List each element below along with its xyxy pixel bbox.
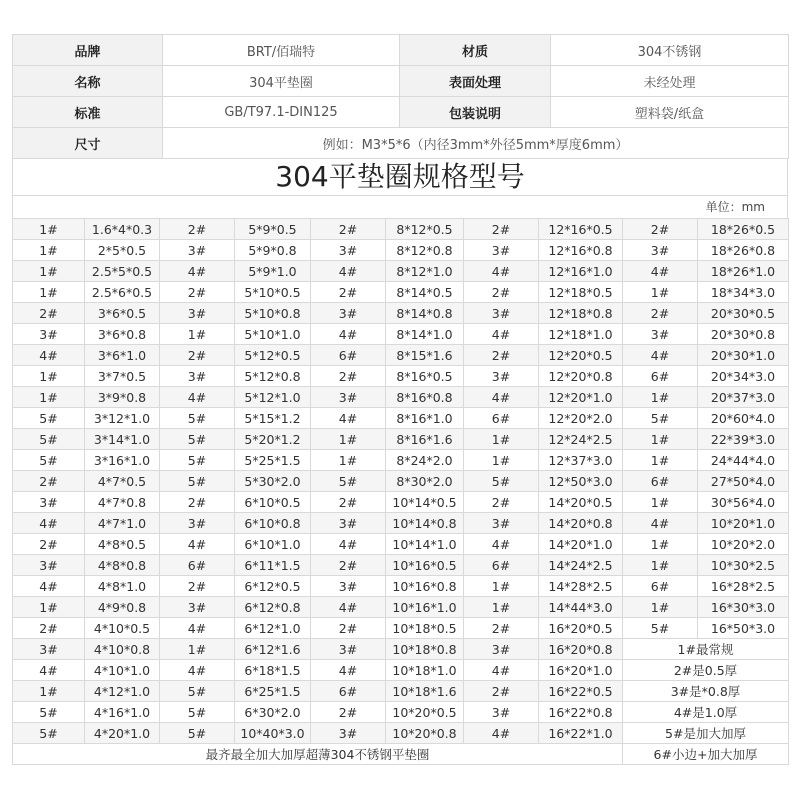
washer-size: 6*12*0.5 bbox=[235, 576, 311, 597]
washer-size: 3*9*0.8 bbox=[85, 387, 160, 408]
grade-code: 5# bbox=[160, 681, 235, 702]
grade-code: 5# bbox=[623, 618, 698, 639]
washer-size: 12*18*0.8 bbox=[539, 303, 623, 324]
grade-code: 1# bbox=[13, 387, 85, 408]
grade-code: 6# bbox=[623, 471, 698, 492]
grade-code: 2# bbox=[311, 282, 386, 303]
washer-size: 6*10*0.8 bbox=[235, 513, 311, 534]
info-row-size bbox=[13, 128, 789, 159]
washer-size: 10*16*1.0 bbox=[386, 597, 464, 618]
grade-code: 3# bbox=[13, 555, 85, 576]
washer-size: 14*20*0.5 bbox=[539, 492, 623, 513]
washer-size: 12*16*0.8 bbox=[539, 240, 623, 261]
washer-size: 20*37*3.0 bbox=[698, 387, 789, 408]
washer-size: 10*20*2.0 bbox=[698, 534, 789, 555]
standard-label: 标准 bbox=[13, 97, 163, 128]
unit-label: 单位：mm bbox=[12, 195, 788, 218]
washer-size: 6*12*1.0 bbox=[235, 618, 311, 639]
washer-size: 5*10*0.5 bbox=[235, 282, 311, 303]
grade-note: 5#是加大加厚 bbox=[623, 723, 789, 744]
washer-size: 12*18*0.5 bbox=[539, 282, 623, 303]
washer-size: 12*20*2.0 bbox=[539, 408, 623, 429]
grade-code: 5# bbox=[160, 408, 235, 429]
washer-size: 16*20*0.5 bbox=[539, 618, 623, 639]
grade-code: 4# bbox=[160, 387, 235, 408]
grade-code: 3# bbox=[13, 324, 85, 345]
washer-size: 4*16*1.0 bbox=[85, 702, 160, 723]
grade-code: 5# bbox=[623, 408, 698, 429]
spec-table bbox=[12, 218, 789, 765]
grade-code: 3# bbox=[311, 513, 386, 534]
washer-size: 4*10*0.5 bbox=[85, 618, 160, 639]
washer-size: 16*30*3.0 bbox=[698, 597, 789, 618]
grade-code: 2# bbox=[311, 366, 386, 387]
grade-code: 1# bbox=[13, 261, 85, 282]
grade-code: 6# bbox=[160, 555, 235, 576]
grade-note: 6#小边+加大加厚 bbox=[623, 744, 789, 765]
washer-size: 8*14*1.0 bbox=[386, 324, 464, 345]
washer-size: 2.5*5*0.5 bbox=[85, 261, 160, 282]
washer-size: 2.5*6*0.5 bbox=[85, 282, 160, 303]
washer-size: 4*8*0.8 bbox=[85, 555, 160, 576]
table-row bbox=[13, 387, 789, 408]
grade-code: 5# bbox=[13, 450, 85, 471]
washer-size: 16*28*2.5 bbox=[698, 576, 789, 597]
washer-size: 10*40*3.0 bbox=[235, 723, 311, 744]
grade-code: 2# bbox=[13, 303, 85, 324]
table-row bbox=[13, 429, 789, 450]
washer-size: 16*20*0.8 bbox=[539, 639, 623, 660]
grade-code: 3# bbox=[311, 303, 386, 324]
washer-size: 8*30*2.0 bbox=[386, 471, 464, 492]
footer-row bbox=[13, 744, 789, 765]
grade-code: 1# bbox=[623, 387, 698, 408]
grade-code: 4# bbox=[464, 261, 539, 282]
washer-size: 3*14*1.0 bbox=[85, 429, 160, 450]
grade-code: 1# bbox=[464, 597, 539, 618]
washer-size: 3*7*0.5 bbox=[85, 366, 160, 387]
washer-size: 3*6*1.0 bbox=[85, 345, 160, 366]
table-row bbox=[13, 702, 789, 723]
washer-size: 8*12*0.5 bbox=[386, 219, 464, 240]
washer-size: 4*8*1.0 bbox=[85, 576, 160, 597]
washer-size: 10*16*0.8 bbox=[386, 576, 464, 597]
name-value: 304平垫圈 bbox=[163, 66, 400, 97]
washer-size: 4*8*0.5 bbox=[85, 534, 160, 555]
grade-code: 1# bbox=[13, 597, 85, 618]
grade-code: 2# bbox=[311, 555, 386, 576]
grade-code: 4# bbox=[160, 660, 235, 681]
washer-size: 8*24*2.0 bbox=[386, 450, 464, 471]
table-row bbox=[13, 576, 789, 597]
package-value: 塑料袋/纸盒 bbox=[551, 97, 789, 128]
washer-size: 4*10*1.0 bbox=[85, 660, 160, 681]
surface-label: 表面处理 bbox=[400, 66, 551, 97]
grade-code: 4# bbox=[13, 345, 85, 366]
washer-size: 3*6*0.5 bbox=[85, 303, 160, 324]
washer-size: 20*60*4.0 bbox=[698, 408, 789, 429]
grade-code: 4# bbox=[464, 324, 539, 345]
footer-slogan: 最齐最全加大加厚超薄304不锈钢平垫圈 bbox=[13, 744, 623, 765]
table-row bbox=[13, 261, 789, 282]
grade-code: 4# bbox=[311, 261, 386, 282]
washer-size: 14*28*2.5 bbox=[539, 576, 623, 597]
table-row bbox=[13, 555, 789, 576]
washer-size: 4*10*0.8 bbox=[85, 639, 160, 660]
washer-size: 6*12*1.6 bbox=[235, 639, 311, 660]
washer-size: 16*50*3.0 bbox=[698, 618, 789, 639]
grade-code: 2# bbox=[623, 303, 698, 324]
washer-size: 6*10*1.0 bbox=[235, 534, 311, 555]
grade-code: 5# bbox=[311, 471, 386, 492]
washer-size: 18*26*0.8 bbox=[698, 240, 789, 261]
washer-size: 10*18*0.8 bbox=[386, 639, 464, 660]
washer-size: 6*30*2.0 bbox=[235, 702, 311, 723]
table-row bbox=[13, 618, 789, 639]
grade-code: 3# bbox=[464, 702, 539, 723]
grade-note: 4#是1.0厚 bbox=[623, 702, 789, 723]
washer-size: 20*30*1.0 bbox=[698, 345, 789, 366]
size-label: 尺寸 bbox=[13, 128, 163, 159]
grade-code: 5# bbox=[13, 723, 85, 744]
grade-code: 4# bbox=[311, 408, 386, 429]
grade-code: 3# bbox=[160, 366, 235, 387]
grade-code: 2# bbox=[160, 576, 235, 597]
washer-size: 8*16*0.8 bbox=[386, 387, 464, 408]
washer-size: 8*16*1.0 bbox=[386, 408, 464, 429]
washer-size: 18*26*1.0 bbox=[698, 261, 789, 282]
grade-code: 5# bbox=[464, 471, 539, 492]
name-label: 名称 bbox=[13, 66, 163, 97]
washer-size: 10*30*2.5 bbox=[698, 555, 789, 576]
washer-size: 5*9*0.8 bbox=[235, 240, 311, 261]
table-row bbox=[13, 681, 789, 702]
grade-code: 3# bbox=[160, 597, 235, 618]
grade-code: 1# bbox=[13, 681, 85, 702]
table-row bbox=[13, 345, 789, 366]
washer-size: 10*14*1.0 bbox=[386, 534, 464, 555]
washer-size: 4*9*0.8 bbox=[85, 597, 160, 618]
table-row bbox=[13, 366, 789, 387]
grade-code: 3# bbox=[160, 513, 235, 534]
washer-size: 12*24*2.5 bbox=[539, 429, 623, 450]
grade-code: 4# bbox=[311, 534, 386, 555]
washer-size: 5*10*1.0 bbox=[235, 324, 311, 345]
washer-size: 8*16*0.5 bbox=[386, 366, 464, 387]
washer-size: 6*25*1.5 bbox=[235, 681, 311, 702]
washer-size: 12*37*3.0 bbox=[539, 450, 623, 471]
grade-code: 1# bbox=[623, 555, 698, 576]
grade-note: 2#是0.5厚 bbox=[623, 660, 789, 681]
table-row bbox=[13, 450, 789, 471]
grade-code: 4# bbox=[623, 261, 698, 282]
washer-size: 5*25*1.5 bbox=[235, 450, 311, 471]
grade-code: 4# bbox=[311, 597, 386, 618]
washer-size: 12*16*1.0 bbox=[539, 261, 623, 282]
grade-code: 4# bbox=[623, 345, 698, 366]
grade-code: 1# bbox=[464, 576, 539, 597]
grade-code: 3# bbox=[311, 639, 386, 660]
grade-code: 3# bbox=[311, 723, 386, 744]
grade-code: 2# bbox=[623, 219, 698, 240]
washer-size: 8*12*0.8 bbox=[386, 240, 464, 261]
info-row-standard bbox=[13, 97, 789, 128]
grade-code: 1# bbox=[311, 450, 386, 471]
grade-code: 4# bbox=[13, 660, 85, 681]
grade-code: 4# bbox=[160, 618, 235, 639]
washer-size: 16*22*1.0 bbox=[539, 723, 623, 744]
washer-size: 6*11*1.5 bbox=[235, 555, 311, 576]
grade-code: 3# bbox=[464, 303, 539, 324]
table-row bbox=[13, 240, 789, 261]
washer-size: 10*20*0.5 bbox=[386, 702, 464, 723]
washer-size: 8*12*1.0 bbox=[386, 261, 464, 282]
washer-size: 3*6*0.8 bbox=[85, 324, 160, 345]
grade-code: 1# bbox=[623, 429, 698, 450]
grade-code: 1# bbox=[13, 240, 85, 261]
table-row bbox=[13, 513, 789, 534]
washer-size: 8*14*0.8 bbox=[386, 303, 464, 324]
grade-code: 3# bbox=[311, 576, 386, 597]
grade-code: 3# bbox=[464, 513, 539, 534]
grade-code: 5# bbox=[160, 429, 235, 450]
grade-code: 4# bbox=[13, 576, 85, 597]
grade-note: 3#是*0.8厚 bbox=[623, 681, 789, 702]
washer-size: 3*12*1.0 bbox=[85, 408, 160, 429]
grade-code: 4# bbox=[160, 534, 235, 555]
grade-code: 2# bbox=[464, 618, 539, 639]
material-value: 304不锈钢 bbox=[551, 35, 789, 66]
washer-size: 5*12*0.5 bbox=[235, 345, 311, 366]
grade-code: 3# bbox=[13, 492, 85, 513]
grade-code: 1# bbox=[464, 450, 539, 471]
washer-size: 16*20*1.0 bbox=[539, 660, 623, 681]
washer-size: 5*12*0.8 bbox=[235, 366, 311, 387]
grade-code: 1# bbox=[464, 429, 539, 450]
washer-size: 16*22*0.5 bbox=[539, 681, 623, 702]
washer-size: 4*7*1.0 bbox=[85, 513, 160, 534]
table-row bbox=[13, 471, 789, 492]
grade-code: 6# bbox=[464, 555, 539, 576]
washer-size: 27*50*4.0 bbox=[698, 471, 789, 492]
grade-code: 6# bbox=[623, 366, 698, 387]
grade-code: 5# bbox=[160, 702, 235, 723]
washer-size: 10*18*1.6 bbox=[386, 681, 464, 702]
washer-size: 20*30*0.5 bbox=[698, 303, 789, 324]
washer-size: 10*16*0.5 bbox=[386, 555, 464, 576]
washer-size: 30*56*4.0 bbox=[698, 492, 789, 513]
grade-note: 1#最常规 bbox=[623, 639, 789, 660]
washer-size: 8*14*0.5 bbox=[386, 282, 464, 303]
grade-code: 1# bbox=[623, 282, 698, 303]
washer-size: 8*16*1.6 bbox=[386, 429, 464, 450]
info-row-brand bbox=[13, 35, 789, 66]
grade-code: 5# bbox=[160, 723, 235, 744]
grade-code: 2# bbox=[13, 471, 85, 492]
washer-size: 12*18*1.0 bbox=[539, 324, 623, 345]
grade-code: 6# bbox=[623, 576, 698, 597]
washer-size: 1.6*4*0.3 bbox=[85, 219, 160, 240]
grade-code: 1# bbox=[160, 324, 235, 345]
grade-code: 1# bbox=[13, 366, 85, 387]
washer-size: 20*34*3.0 bbox=[698, 366, 789, 387]
product-info-table bbox=[12, 34, 789, 159]
grade-code: 2# bbox=[464, 681, 539, 702]
washer-size: 4*12*1.0 bbox=[85, 681, 160, 702]
table-row bbox=[13, 408, 789, 429]
washer-size: 10*18*1.0 bbox=[386, 660, 464, 681]
grade-code: 1# bbox=[623, 450, 698, 471]
grade-code: 3# bbox=[464, 639, 539, 660]
table-row bbox=[13, 282, 789, 303]
washer-size: 16*22*0.8 bbox=[539, 702, 623, 723]
standard-value: GB/T97.1-DIN125 bbox=[163, 97, 400, 128]
grade-code: 5# bbox=[160, 471, 235, 492]
washer-size: 12*20*1.0 bbox=[539, 387, 623, 408]
washer-size: 14*24*2.5 bbox=[539, 555, 623, 576]
grade-code: 3# bbox=[160, 240, 235, 261]
washer-size: 10*14*0.8 bbox=[386, 513, 464, 534]
grade-code: 2# bbox=[464, 282, 539, 303]
washer-size: 22*39*3.0 bbox=[698, 429, 789, 450]
spec-sheet bbox=[12, 34, 788, 765]
table-row bbox=[13, 723, 789, 744]
washer-size: 5*15*1.2 bbox=[235, 408, 311, 429]
grade-code: 2# bbox=[311, 492, 386, 513]
washer-size: 10*20*0.8 bbox=[386, 723, 464, 744]
washer-size: 4*7*0.8 bbox=[85, 492, 160, 513]
info-row-name bbox=[13, 66, 789, 97]
grade-code: 5# bbox=[13, 702, 85, 723]
grade-code: 2# bbox=[13, 618, 85, 639]
washer-size: 5*30*2.0 bbox=[235, 471, 311, 492]
washer-size: 10*18*0.5 bbox=[386, 618, 464, 639]
grade-code: 1# bbox=[623, 492, 698, 513]
page-title: 304平垫圈规格型号 bbox=[12, 159, 788, 195]
grade-code: 1# bbox=[160, 639, 235, 660]
washer-size: 4*7*0.5 bbox=[85, 471, 160, 492]
grade-code: 2# bbox=[160, 282, 235, 303]
size-value: 例如：M3*5*6（内径3mm*外径5mm*厚度6mm） bbox=[163, 128, 789, 159]
grade-code: 4# bbox=[623, 513, 698, 534]
table-row bbox=[13, 219, 789, 240]
table-row bbox=[13, 639, 789, 660]
grade-code: 4# bbox=[464, 723, 539, 744]
washer-size: 24*44*4.0 bbox=[698, 450, 789, 471]
table-row bbox=[13, 492, 789, 513]
grade-code: 2# bbox=[160, 492, 235, 513]
washer-size: 4*20*1.0 bbox=[85, 723, 160, 744]
brand-value: BRT/佰瑞特 bbox=[163, 35, 400, 66]
grade-code: 3# bbox=[623, 240, 698, 261]
washer-size: 6*12*0.8 bbox=[235, 597, 311, 618]
grade-code: 4# bbox=[464, 660, 539, 681]
washer-size: 12*20*0.8 bbox=[539, 366, 623, 387]
grade-code: 4# bbox=[160, 261, 235, 282]
washer-size: 12*20*0.5 bbox=[539, 345, 623, 366]
surface-value: 未经处理 bbox=[551, 66, 789, 97]
grade-code: 1# bbox=[311, 429, 386, 450]
grade-code: 1# bbox=[13, 219, 85, 240]
package-label: 包装说明 bbox=[400, 97, 551, 128]
material-label: 材质 bbox=[400, 35, 551, 66]
table-row bbox=[13, 534, 789, 555]
washer-size: 20*30*0.8 bbox=[698, 324, 789, 345]
grade-code: 1# bbox=[623, 534, 698, 555]
grade-code: 4# bbox=[13, 513, 85, 534]
grade-code: 2# bbox=[464, 492, 539, 513]
washer-size: 10*14*0.5 bbox=[386, 492, 464, 513]
washer-size: 14*20*0.8 bbox=[539, 513, 623, 534]
grade-code: 2# bbox=[160, 219, 235, 240]
washer-size: 18*34*3.0 bbox=[698, 282, 789, 303]
grade-code: 2# bbox=[311, 618, 386, 639]
washer-size: 14*44*3.0 bbox=[539, 597, 623, 618]
washer-size: 12*16*0.5 bbox=[539, 219, 623, 240]
grade-code: 2# bbox=[311, 219, 386, 240]
washer-size: 5*9*0.5 bbox=[235, 219, 311, 240]
washer-size: 6*18*1.5 bbox=[235, 660, 311, 681]
grade-code: 5# bbox=[160, 450, 235, 471]
grade-code: 2# bbox=[464, 345, 539, 366]
grade-code: 4# bbox=[311, 324, 386, 345]
table-row bbox=[13, 324, 789, 345]
table-row bbox=[13, 597, 789, 618]
grade-code: 3# bbox=[464, 366, 539, 387]
table-row bbox=[13, 303, 789, 324]
washer-size: 6*10*0.5 bbox=[235, 492, 311, 513]
washer-size: 14*20*1.0 bbox=[539, 534, 623, 555]
washer-size: 5*10*0.8 bbox=[235, 303, 311, 324]
grade-code: 2# bbox=[160, 345, 235, 366]
washer-size: 18*26*0.5 bbox=[698, 219, 789, 240]
brand-label: 品牌 bbox=[13, 35, 163, 66]
grade-code: 3# bbox=[623, 324, 698, 345]
grade-code: 3# bbox=[464, 240, 539, 261]
grade-code: 2# bbox=[13, 534, 85, 555]
grade-code: 2# bbox=[464, 219, 539, 240]
grade-code: 4# bbox=[464, 534, 539, 555]
grade-code: 1# bbox=[13, 282, 85, 303]
washer-size: 5*12*1.0 bbox=[235, 387, 311, 408]
grade-code: 2# bbox=[311, 702, 386, 723]
washer-size: 12*50*3.0 bbox=[539, 471, 623, 492]
grade-code: 4# bbox=[464, 387, 539, 408]
grade-code: 5# bbox=[13, 408, 85, 429]
washer-size: 3*16*1.0 bbox=[85, 450, 160, 471]
grade-code: 1# bbox=[623, 597, 698, 618]
grade-code: 3# bbox=[160, 303, 235, 324]
washer-size: 2*5*0.5 bbox=[85, 240, 160, 261]
grade-code: 6# bbox=[311, 345, 386, 366]
grade-code: 3# bbox=[311, 240, 386, 261]
washer-size: 5*20*1.2 bbox=[235, 429, 311, 450]
grade-code: 4# bbox=[311, 660, 386, 681]
table-row bbox=[13, 660, 789, 681]
grade-code: 3# bbox=[13, 639, 85, 660]
washer-size: 8*15*1.6 bbox=[386, 345, 464, 366]
grade-code: 3# bbox=[311, 387, 386, 408]
washer-size: 5*9*1.0 bbox=[235, 261, 311, 282]
grade-code: 5# bbox=[13, 429, 85, 450]
washer-size: 10*20*1.0 bbox=[698, 513, 789, 534]
grade-code: 6# bbox=[311, 681, 386, 702]
grade-code: 6# bbox=[464, 408, 539, 429]
